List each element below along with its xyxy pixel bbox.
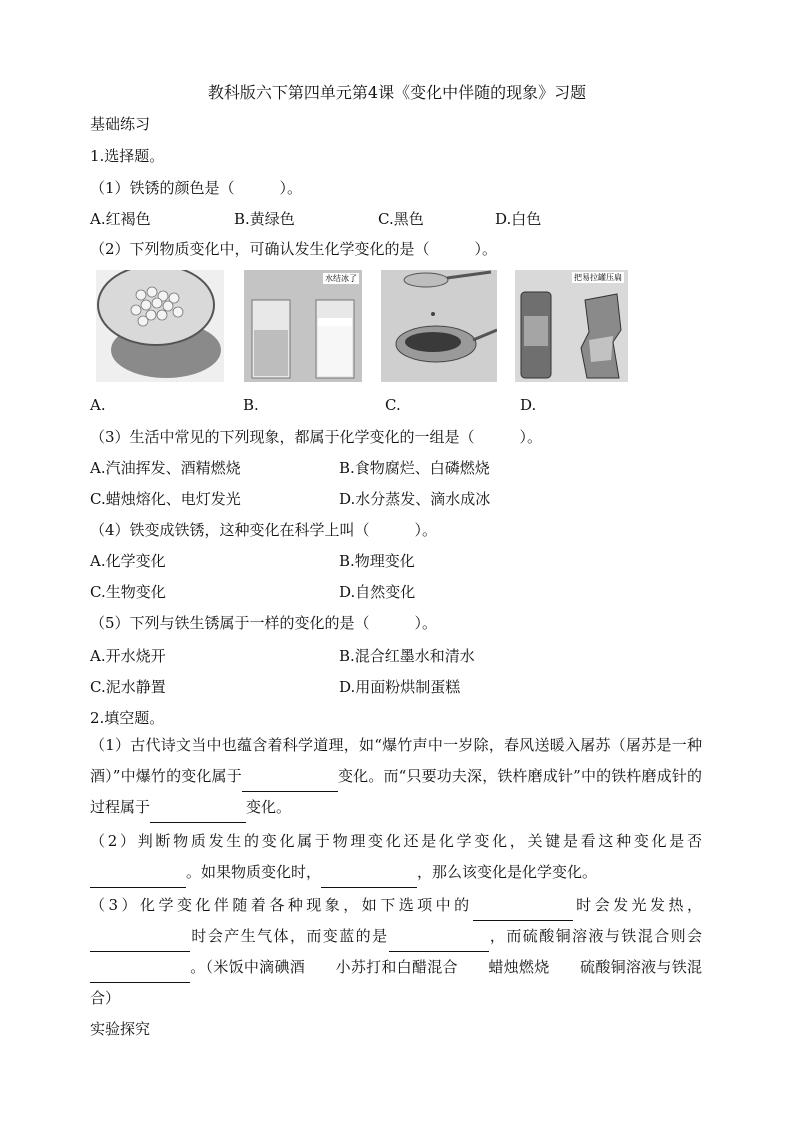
- q3-option-a: A.汽油挥发、酒精燃烧: [90, 459, 241, 477]
- q2-image-d-tag: 把易拉罐压扁: [574, 273, 622, 282]
- q4-option-b: B.物理变化: [339, 552, 415, 570]
- fill-q1-blank-1[interactable]: [242, 776, 338, 792]
- section-basic: 基础练习: [90, 115, 151, 133]
- q5-option-b: B.混合红墨水和清水: [339, 647, 475, 665]
- fill-q3-blank-2[interactable]: [90, 936, 190, 952]
- fill-q3-text-d: ，而硫酸铜溶液与铁混合则会: [488, 927, 702, 945]
- q2-image-b-tag: 水结冰了: [325, 274, 357, 283]
- q4-stem: （4）铁变成铁锈，这种变化在科学上叫（ ）。: [90, 521, 438, 539]
- q3-option-d: D.水分蒸发、滴水成冰: [339, 490, 491, 508]
- q5-stem: （5）下列与铁生锈属于一样的变化的是（ ）。: [90, 614, 438, 632]
- fill-q2: [90, 826, 702, 888]
- fill-q1-text-c: 变化。: [246, 798, 292, 816]
- fill-q3: [90, 890, 702, 1014]
- q2-label-b: B.: [243, 396, 259, 414]
- page-title: 教科版六下第四单元第4课《变化中伴随的现象》习题: [207, 83, 587, 102]
- fill-q2-blank-2[interactable]: [321, 872, 417, 888]
- fill-header: 2.填空题。: [90, 709, 165, 727]
- fill-q3-text-e: 。（米饭中滴碘酒 小苏打和白醋混合 蜡烛燃烧 硫酸铜溶液与铁混合）: [90, 958, 702, 1007]
- q3-stem: （3）生活中常见的下列现象，都属于化学变化的一组是（ ）。: [90, 428, 543, 446]
- q1-header: 1.选择题。: [90, 147, 165, 165]
- q2-image-b: [244, 270, 362, 382]
- fill-q1-text-a: （1）古代诗文当中也蕴含着科学道理，如“爆竹声中一岁除，春风送暖入屠苏（屠苏是一种酒）”中爆竹的变化属于: [90, 736, 702, 785]
- q2-stem: （2）下列物质变化中，可确认发生化学变化的是（ ）。: [90, 240, 498, 258]
- q2-label-d: D.: [520, 396, 537, 414]
- q2-image-a: [96, 270, 224, 382]
- fill-q3-blank-3[interactable]: [389, 936, 489, 952]
- q2-label-a: A.: [90, 396, 106, 414]
- q1-option-a: A.红褐色: [90, 210, 151, 228]
- q4-option-d: D.自然变化: [339, 583, 416, 601]
- q5-option-d: D.用面粉烘制蛋糕: [339, 678, 461, 696]
- fill-q3-blank-1[interactable]: [473, 905, 573, 921]
- fill-q2-text-c: ，那么该变化是化学变化。: [417, 863, 598, 881]
- fill-q1-text-b: 变化。而“只要功夫深，铁杵磨成针”中的铁杵磨成针的过程属于: [90, 767, 703, 816]
- q3-option-c: C.蜡烛熔化、电灯发光: [90, 490, 241, 508]
- q3-option-b: B.食物腐烂、白磷燃烧: [339, 459, 490, 477]
- q2-image-d: [515, 270, 628, 382]
- q1-option-b: B.黄绿色: [234, 210, 295, 228]
- fill-q3-text-b: 时会发光发热，: [572, 896, 702, 914]
- q2-image-c: [381, 270, 497, 382]
- q5-option-c: C.泥水静置: [90, 678, 166, 696]
- fill-q2-text-a: （2）判断物质发生的变化属于物理变化还是化学变化，关键是看这种变化是否: [90, 832, 702, 850]
- section-experiment: 实验探究: [90, 1020, 151, 1038]
- fill-q1: [90, 730, 702, 823]
- q1-option-c: C.黑色: [378, 210, 424, 228]
- q2-label-c: C.: [385, 396, 401, 414]
- fill-q1-blank-2[interactable]: [150, 807, 246, 823]
- q4-option-a: A.化学变化: [90, 552, 166, 570]
- fill-q2-text-b: 。如果物质变化时，: [186, 863, 322, 881]
- fill-q3-blank-4[interactable]: [90, 967, 190, 983]
- fill-q3-text-a: （3）化学变化伴随着各种现象，如下选项中的: [90, 896, 473, 914]
- fill-q3-text-c: 时会产生气体，而变蓝的是: [190, 927, 389, 945]
- fill-q2-blank-1[interactable]: [90, 872, 186, 888]
- q1-stem: （1）铁锈的颜色是（ ）。: [90, 179, 303, 197]
- q5-option-a: A.开水烧开: [90, 647, 166, 665]
- q1-option-d: D.白色: [495, 210, 542, 228]
- q4-option-c: C.生物变化: [90, 583, 166, 601]
